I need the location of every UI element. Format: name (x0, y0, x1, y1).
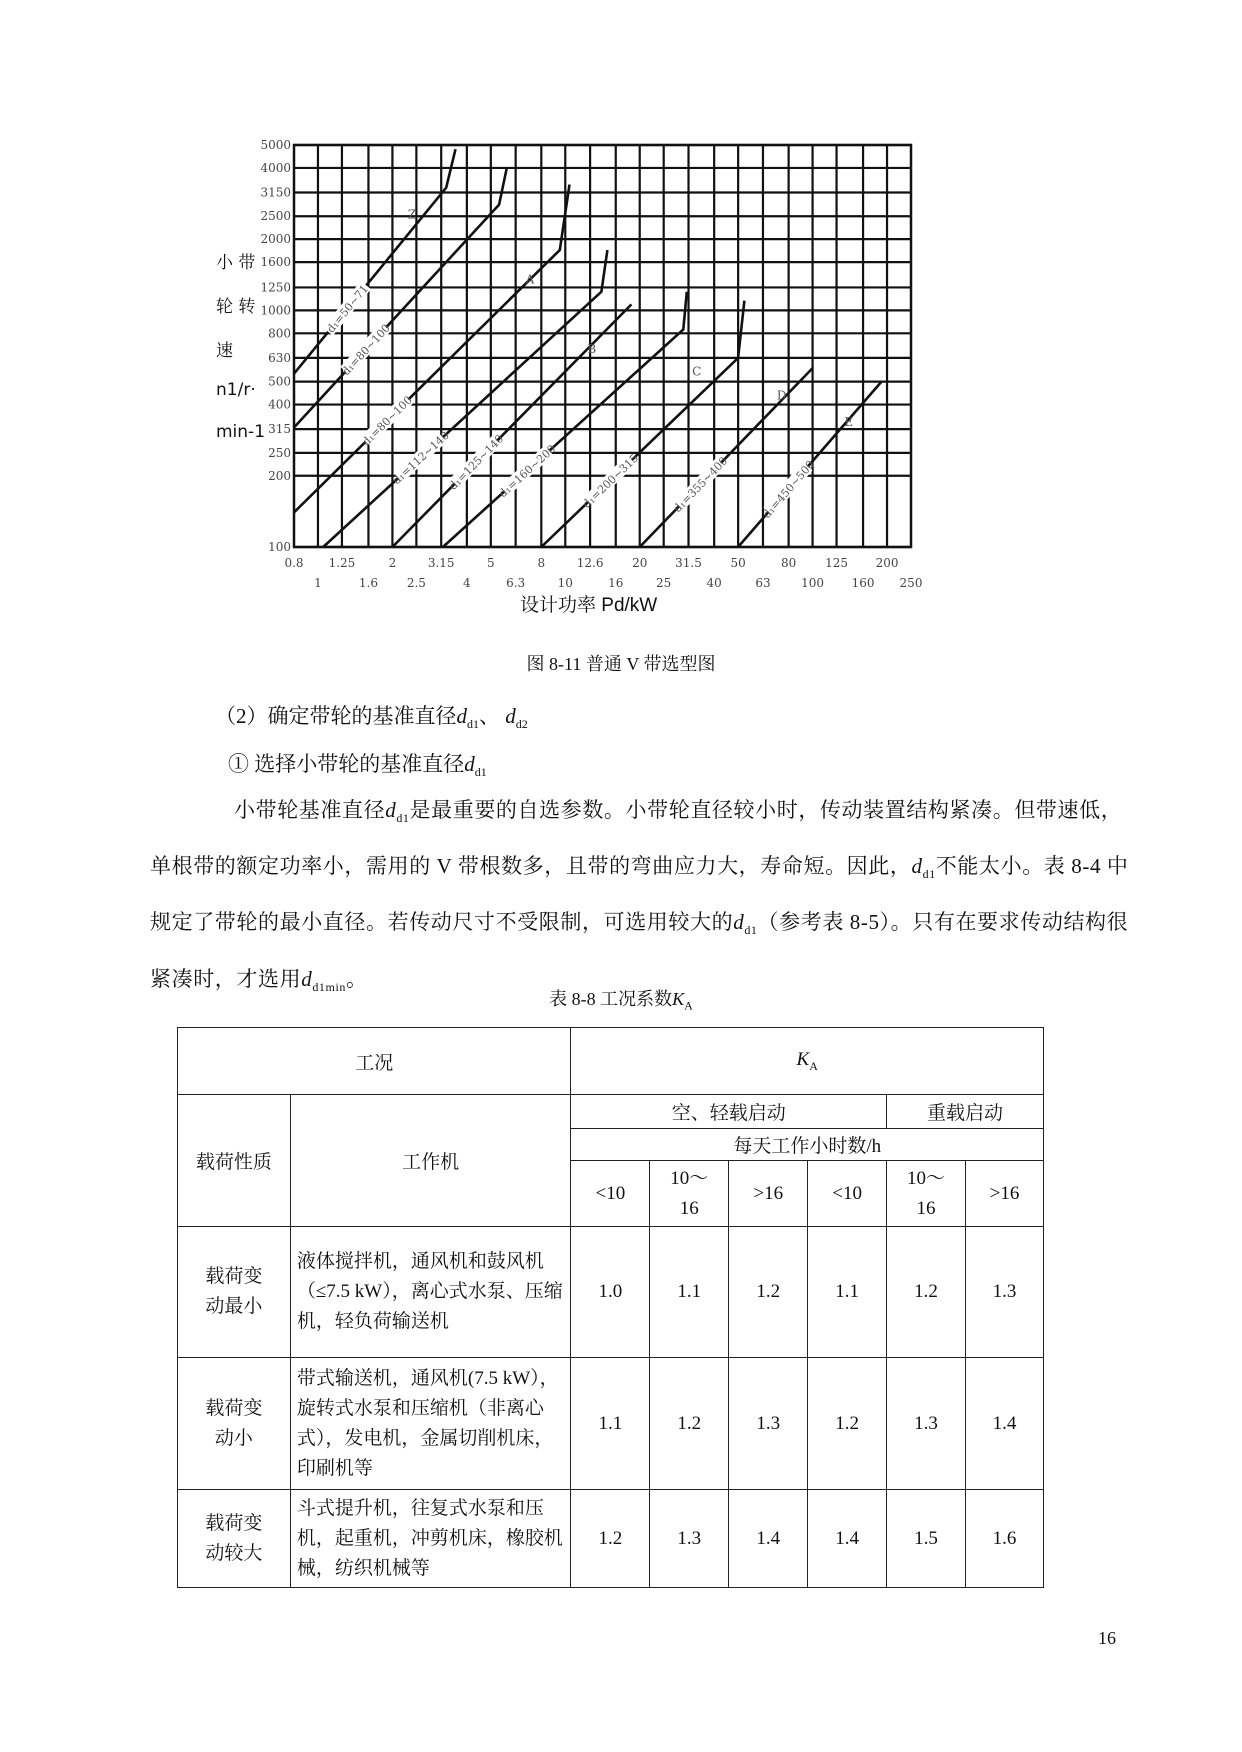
symbol: d (505, 704, 516, 728)
symbol: d (301, 966, 313, 991)
belt-type-labels (408, 207, 853, 429)
v-belt-selection-chart (0, 0, 1242, 640)
symbol: d (911, 854, 923, 879)
ka-value: 1.3 (887, 1358, 966, 1490)
header-machine: 工作机 (290, 1095, 571, 1227)
y-axis-label-line-5: min-1 (216, 422, 266, 442)
y-tick-labels (260, 138, 291, 554)
subscript: A (809, 1058, 818, 1073)
machine: 液体搅拌机，通风机和鼓风机（≤7.5 kW），离心式水泵、压缩机，轻负荷输送机 (290, 1227, 571, 1358)
load-nature: 载荷变动较大 (178, 1490, 291, 1588)
x-tick-label: 4 (463, 576, 471, 590)
x-tick-label: 25 (656, 576, 672, 590)
ka-value: 1.1 (571, 1358, 650, 1490)
subscript: d1 (474, 765, 487, 780)
hours-10-16: 10～16 (650, 1161, 729, 1227)
machine: 带式输送机，通风机(7.5 kW），旋转式水泵和压缩机（非离心式），发电机，金属切削机床，印刷机等 (290, 1358, 571, 1490)
x-tick-label: 6.3 (506, 576, 526, 590)
subscript: d1 (467, 717, 479, 732)
ka-value: 1.4 (966, 1358, 1044, 1490)
x-axis-title: 设计功率 Pd/kW (520, 595, 658, 616)
machine: 斗式提升机，往复式水泵和压机，起重机，冲剪机床，橡胶机械，纺织机械等 (290, 1490, 571, 1588)
ka-value: 1.6 (966, 1490, 1044, 1588)
ka-value: 1.0 (571, 1227, 650, 1358)
hours-10-16: 10～16 (887, 1161, 966, 1227)
figure-caption: 图 8-11 普通 V 带选型图 (526, 654, 716, 674)
symbol: d (464, 752, 475, 776)
subscript: d1 (396, 811, 410, 826)
y-tick-label: 100 (268, 540, 291, 554)
text: 是最重要的自选参数。小带轮直径较小时，传动装置结构紧凑。但带速低，单根带的额定功率小，需用的 V 带根数多，且带的弯曲应力大，寿命短。因此， (150, 798, 1123, 879)
y-tick-label: 2500 (260, 209, 291, 224)
x-tick-label: 10 (557, 576, 573, 590)
load-nature: 载荷变动小 (178, 1358, 291, 1490)
series-line-Z2 (294, 168, 507, 428)
series-label: d₁=80~100 (359, 393, 416, 449)
x-tick-label: 1 (314, 576, 322, 590)
x-tick-label: 12.6 (576, 556, 604, 570)
x-tick-label: 2.5 (406, 576, 426, 590)
series-line-B1 (392, 304, 631, 547)
page-number: 16 (1098, 1628, 1116, 1648)
y-tick-label: 315 (268, 422, 291, 437)
belt-type-label: A (525, 272, 535, 287)
belt-type-label: Z (407, 207, 417, 222)
y-tick-label: 5000 (260, 138, 291, 152)
x-tick-label: 2 (388, 556, 397, 570)
y-axis-label-line-3: 速 (216, 341, 233, 361)
ka-value: 1.5 (887, 1490, 966, 1588)
y-tick-label: 4000 (260, 160, 291, 175)
y-tick-label: 250 (268, 445, 291, 460)
y-tick-label: 500 (268, 374, 291, 389)
y-tick-label: 400 (268, 397, 291, 412)
symbol: d (456, 704, 467, 728)
ka-value: 1.2 (808, 1358, 887, 1490)
subscript: d1 (922, 867, 936, 882)
x-tick-label: 1.6 (358, 576, 378, 590)
series-label: d₁=450~500 (760, 458, 818, 521)
step-heading (228, 748, 487, 780)
x-tick-label: 1.25 (328, 556, 356, 570)
header-ka (571, 1028, 1044, 1095)
x-tick-label: 80 (780, 556, 797, 570)
subscript: d1 (744, 923, 758, 938)
series-label: d₁=355~400 (670, 454, 731, 516)
x-tick-label: 5 (487, 556, 495, 570)
x-tick-label: 63 (755, 576, 771, 590)
header-heavy-start: 重载启动 (887, 1095, 1044, 1129)
ka-value: 1.2 (729, 1227, 808, 1358)
x-tick-label: 31.5 (675, 556, 702, 570)
section-heading (215, 700, 528, 732)
ka-value: 1.1 (808, 1227, 887, 1358)
step-heading-text: ① 选择小带轮的基准直径 (228, 752, 465, 776)
y-tick-label: 1000 (260, 303, 291, 318)
x-tick-labels (284, 556, 922, 590)
y-axis-label-line-2: 轮 转 (216, 297, 256, 317)
ka-value: 1.1 (650, 1227, 729, 1358)
x-tick-label: 50 (730, 556, 746, 570)
x-tick-label: 8 (537, 556, 546, 570)
x-tick-label: 200 (875, 556, 899, 570)
x-tick-label: 40 (706, 576, 722, 590)
table-caption (0, 985, 1242, 1014)
ka-value: 1.3 (966, 1227, 1044, 1358)
x-tick-label: 3.15 (427, 556, 455, 570)
hours-lt10: <10 (571, 1161, 650, 1227)
header-condition: 工况 (178, 1028, 571, 1095)
text: （参考表 8-5）。只有在要求传动结构很紧凑时，才选用 (150, 910, 1129, 991)
series-label: d₁=200~315 (580, 451, 641, 511)
x-tick-label: 0.8 (284, 556, 304, 570)
table-row (178, 1358, 1044, 1490)
symbol: K (672, 989, 685, 1009)
ka-value: 1.3 (650, 1490, 729, 1588)
ka-value: 1.3 (729, 1358, 808, 1490)
series-label: d₁=125~140 (446, 432, 507, 493)
ka-value: 1.4 (729, 1490, 808, 1588)
series-label: d₁=50~71 (324, 282, 372, 336)
header-light-start: 空、轻载启动 (571, 1095, 887, 1129)
symbol: K (796, 1048, 810, 1070)
header-load-nature: 载荷性质 (178, 1095, 291, 1227)
working-condition-factor-table (177, 1027, 1044, 1588)
subscript: A (684, 998, 693, 1013)
y-tick-label: 630 (268, 350, 291, 365)
separator: 、 (479, 704, 500, 728)
ka-value: 1.2 (887, 1227, 966, 1358)
load-nature: 载荷变动最小 (178, 1227, 291, 1358)
text: 小带轮基准直径 (234, 798, 386, 822)
series-label: d₁=160~200 (496, 442, 559, 501)
subscript: d1min (312, 979, 346, 994)
x-tick-label: 160 (851, 576, 875, 590)
body-paragraph (150, 786, 1130, 1011)
x-tick-label: 250 (899, 576, 923, 590)
symbol: d (385, 798, 397, 822)
belt-type-label: D (776, 388, 787, 403)
y-axis-label-line-4: n1/r· (216, 380, 256, 400)
table-row (178, 1227, 1044, 1358)
subscript: d2 (515, 717, 528, 732)
x-tick-label: 16 (608, 576, 624, 590)
x-tick-label: 100 (801, 576, 825, 590)
y-tick-label: 800 (268, 326, 291, 341)
y-axis-label-line-1: 小 带 (216, 253, 256, 273)
ka-value: 1.2 (571, 1490, 650, 1588)
header-hours: 每天工作小时数/h (571, 1129, 1044, 1161)
hours-lt10: <10 (808, 1161, 887, 1227)
table-caption-text: 表 8-8 工况系数 (549, 989, 673, 1009)
symbol: d (733, 910, 745, 935)
table-row (178, 1490, 1044, 1588)
ka-value: 1.4 (808, 1490, 887, 1588)
hours-gt16: >16 (966, 1161, 1044, 1227)
series-line-D (640, 368, 813, 547)
y-tick-label: 3150 (260, 185, 291, 200)
y-tick-label: 2000 (260, 232, 291, 247)
belt-type-label: B (587, 342, 597, 357)
belt-type-label: C (692, 364, 702, 379)
section-heading-text: （2）确定带轮的基准直径 (215, 704, 457, 728)
hours-gt16: >16 (729, 1161, 808, 1227)
text: 。 (345, 966, 368, 991)
x-tick-label: 125 (825, 556, 849, 570)
y-tick-label: 200 (268, 468, 291, 483)
x-tick-label: 20 (632, 556, 648, 570)
text: 不能太小。表 8-4 中规定了带轮的最小直径。若传动尺寸不受限制，可选用较大的 (150, 854, 1129, 935)
belt-type-label: E (844, 414, 854, 429)
series-label: d₁=80~100 (339, 321, 393, 379)
ka-value: 1.2 (650, 1358, 729, 1490)
y-tick-label: 1600 (260, 255, 291, 270)
y-tick-label: 1250 (260, 280, 291, 295)
series-label: d₁=112~140 (390, 428, 452, 488)
